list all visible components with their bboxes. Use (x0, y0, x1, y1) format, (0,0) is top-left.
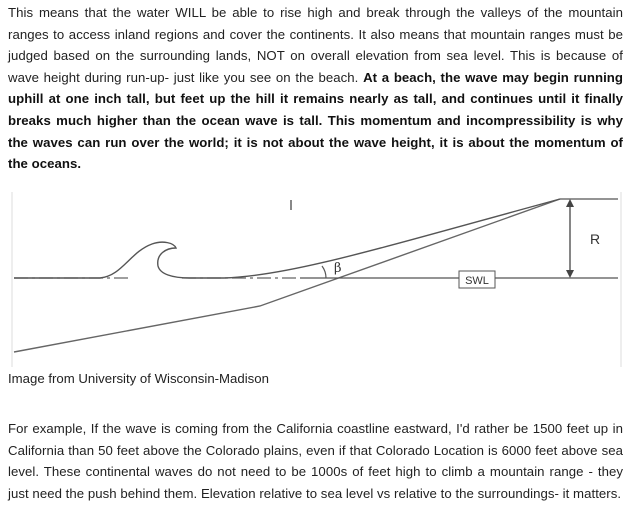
paragraph-example: For example, If the wave is coming from the California coastline eastward, I'd rather be 1500 feet up in California than 50 feet above the Colorado plains, even if that Colorado Location is 6000 feet above sea level. These continental waves do not need to be 1000s of feet high to climb a mountain range - they just need the push behind them. Elevation relative to sea level vs relative to the surroundings- it matters. (8, 421, 623, 501)
diagram-background (0, 192, 631, 367)
paragraph-intro-bold-text: At a beach, the wave may begin running uphill at one inch tall, but feet up the hill it remains nearly as tall, and continues until it finally breaks much higher than the ocean wave is tall. This momentum and incompressibility is why the waves can run over the world; it is not about the wave height, it is about the momentum of the oceans. (8, 69, 624, 172)
paragraph-intro-text: This means that the water WILL be able to rise high and break through the valleys of the mountain ranges to access inland regions and cover the continents. It also means that mountain ranges must be judged based on the surrounding lands, NOT on overall elevation from sea level. This is because of wave height during run-up- just like you see on the beach. (8, 5, 623, 85)
paragraph-intro (8, 2, 623, 175)
wave-runup-diagram (0, 192, 631, 367)
swl-label: SWL (465, 275, 489, 287)
beta-label: β (334, 261, 342, 276)
runup-r-label: R (590, 231, 601, 247)
image-caption: Image from University of Wisconsin-Madison (8, 371, 269, 386)
